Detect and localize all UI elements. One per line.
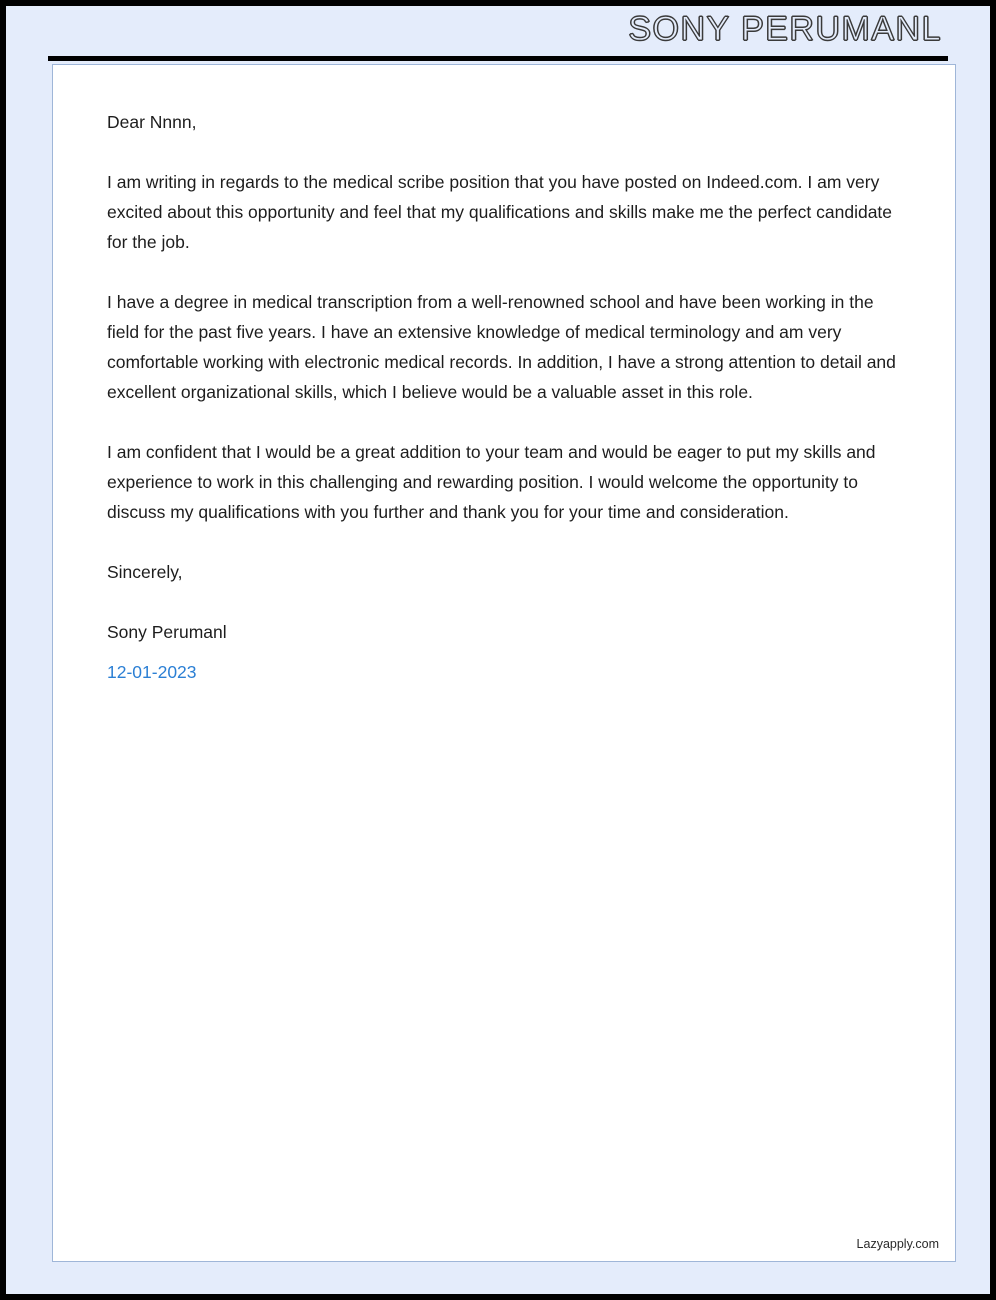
letter-body [107, 107, 915, 687]
header-divider [48, 56, 948, 61]
letter-date: 12-01-2023 [107, 662, 197, 682]
letter-paragraph-1: I am writing in regards to the medical scribe position that you have posted on Indeed.com. I am very excited about this opportunity and feel that my qualifications and skills make me the perfect candidate for the job. [107, 172, 893, 252]
letter-paragraph-2: I have a degree in medical transcription from a well-renowned school and have been working in the field for the past five years. I have an extensive knowledge of medical terminology and am very comfortable working with electronic medical records. In addition, I have a strong attention to detail and excellent organizational skills, which I believe would be a valuable asset in this role. [107, 292, 896, 402]
watermark-label: Lazyapply.com [856, 1237, 939, 1251]
letter-signature: Sony Perumanl [107, 622, 227, 642]
letter-closing: Sincerely, [107, 562, 183, 582]
applicant-name-title: SONY PERUMANL [628, 10, 942, 48]
letter-salutation: Dear Nnnn, [107, 112, 197, 132]
document-header [6, 6, 990, 58]
letter-paragraph-3: I am confident that I would be a great addition to your team and would be eager to put my skills and experience to work in this challenging and rewarding position. I would welcome the opportunity to discuss my qualifications with you further and thank you for your time and consideration. [107, 442, 876, 522]
letter-sheet [52, 64, 956, 1262]
